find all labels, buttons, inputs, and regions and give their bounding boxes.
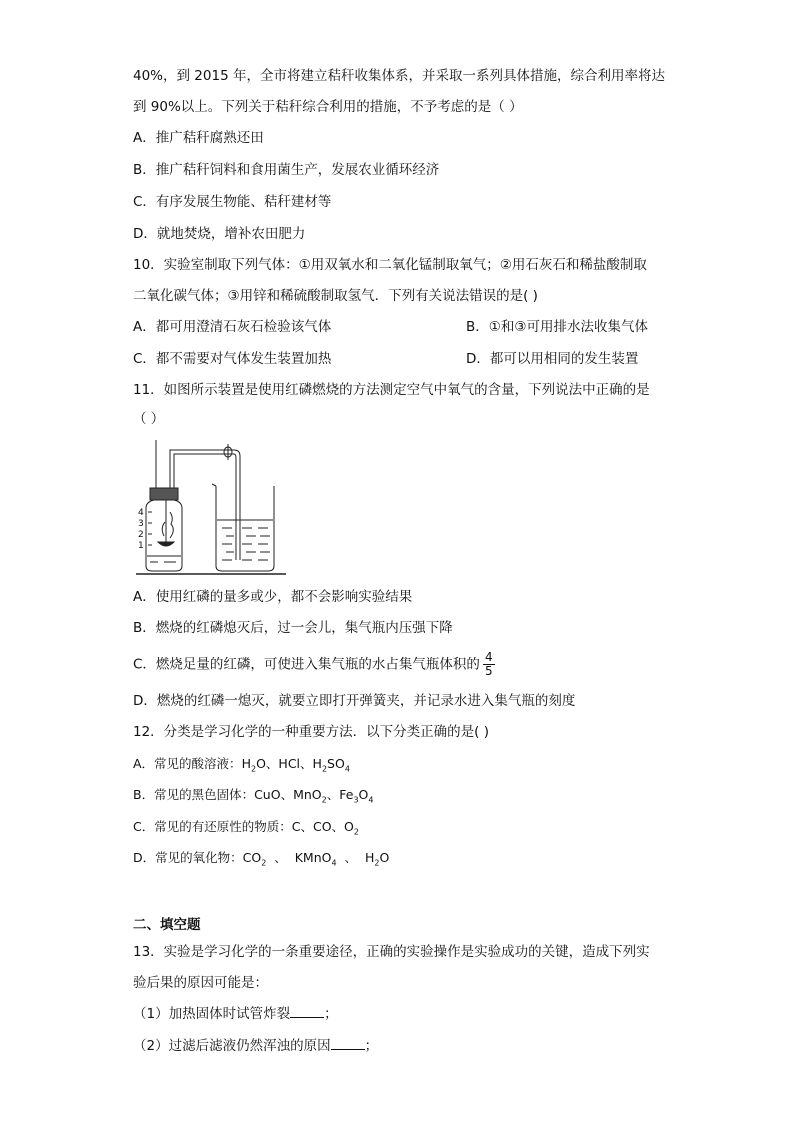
- q12-option-a: A．常见的酸溶液：$H_2O$、HCl、$H_2SO_4$: [133, 756, 350, 774]
- q11-line-1: 11．如图所示装置是使用红磷燃烧的方法测定空气中氧气的含量，下列说法中正确的是: [133, 382, 650, 398]
- scale-2: 2: [138, 530, 144, 540]
- answer-blank[interactable]: [290, 1005, 324, 1018]
- q13-item-1: （1）加热固体时试管炸裂 ；: [133, 1006, 338, 1022]
- section-heading: 二、填空题: [133, 917, 201, 933]
- q10-line-1: 10．实验室制取下列气体：①用双氧水和二氧化锰制取氧气；②用石灰石和稀盐酸制取: [133, 257, 647, 273]
- q12-stem: 12．分类是学习化学的一种重要方法．以下分类正确的是( ): [133, 724, 490, 740]
- fraction-four-fifths: $\frac{4}{5}$: [484, 650, 493, 678]
- q11-option-c-text: C．燃烧足量的红磷，可使进入集气瓶的水占集气瓶体积的: [133, 656, 480, 673]
- q13-line-2: 验后果的原因可能是：: [133, 975, 268, 991]
- q9-option-d: D．就地焚烧，增补农田肥力: [133, 226, 306, 242]
- q12-option-d: D．常见的氧化物：$CO_2$ 、 KMnO$_4$ 、 $H_2O$: [133, 850, 390, 868]
- q10-option-a: A．都可用澄清石灰石检验该气体: [133, 319, 332, 335]
- answer-blank[interactable]: [331, 1037, 365, 1050]
- q10-line-2: 二氧化碳气体；③用锌和稀硫酸制取氢气．下列有关说法错误的是( ): [133, 288, 538, 304]
- q11-option-c: [133, 651, 495, 678]
- scale-1: 1: [138, 541, 144, 551]
- q9-option-a: A．推广秸秆腐熟还田: [133, 130, 264, 146]
- q11-line-2: （ ）: [133, 411, 165, 427]
- scale-3: 3: [138, 519, 144, 529]
- q11-option-b: B．燃烧的红磷熄灭后，过一会儿，集气瓶内压强下降: [133, 620, 453, 636]
- q9-option-c: C．有序发展生物能、秸秆建材等: [133, 194, 332, 210]
- q13-item-2: （2）过滤后滤液仍然浑浊的原因 ；: [133, 1038, 379, 1054]
- q10-option-d: D．都可以用相同的发生装置: [466, 351, 639, 367]
- q10-option-c: C．都不需要对气体发生装置加热: [133, 351, 332, 367]
- q9-line-1: 40%，到 2015 年，全市将建立秸秆收集体系，并采取一系列具体措施，综合利用率将达: [133, 68, 665, 84]
- q10-option-b: B．①和③可用排水法收集气体: [466, 319, 648, 335]
- q13-line-1: 13．实验是学习化学的一条重要途径，正确的实验操作是实验成功的关键，造成下列实: [133, 944, 650, 960]
- q12-option-c: C．常见的有还原性的物质：C、CO、$O_2$: [133, 819, 359, 837]
- q11-option-d: D．燃烧的红磷一熄灭，就要立即打开弹簧夹，并记录水进入集气瓶的刻度: [133, 693, 576, 709]
- q9-line-2: 到 90%以上。下列关于秸秆综合利用的措施，不予考虑的是（ ）: [133, 99, 523, 115]
- apparatus-figure: [136, 438, 286, 578]
- q11-option-a: A．使用红磷的量多或少，都不会影响实验结果: [133, 589, 413, 605]
- scale-4: 4: [138, 508, 144, 518]
- q12-option-b: B．常见的黑色固体：CuO、MnO$_2$、$Fe_3O_4$: [133, 787, 374, 805]
- q9-option-b: B．推广秸秆饲料和食用菌生产，发展农业循环经济: [133, 162, 440, 178]
